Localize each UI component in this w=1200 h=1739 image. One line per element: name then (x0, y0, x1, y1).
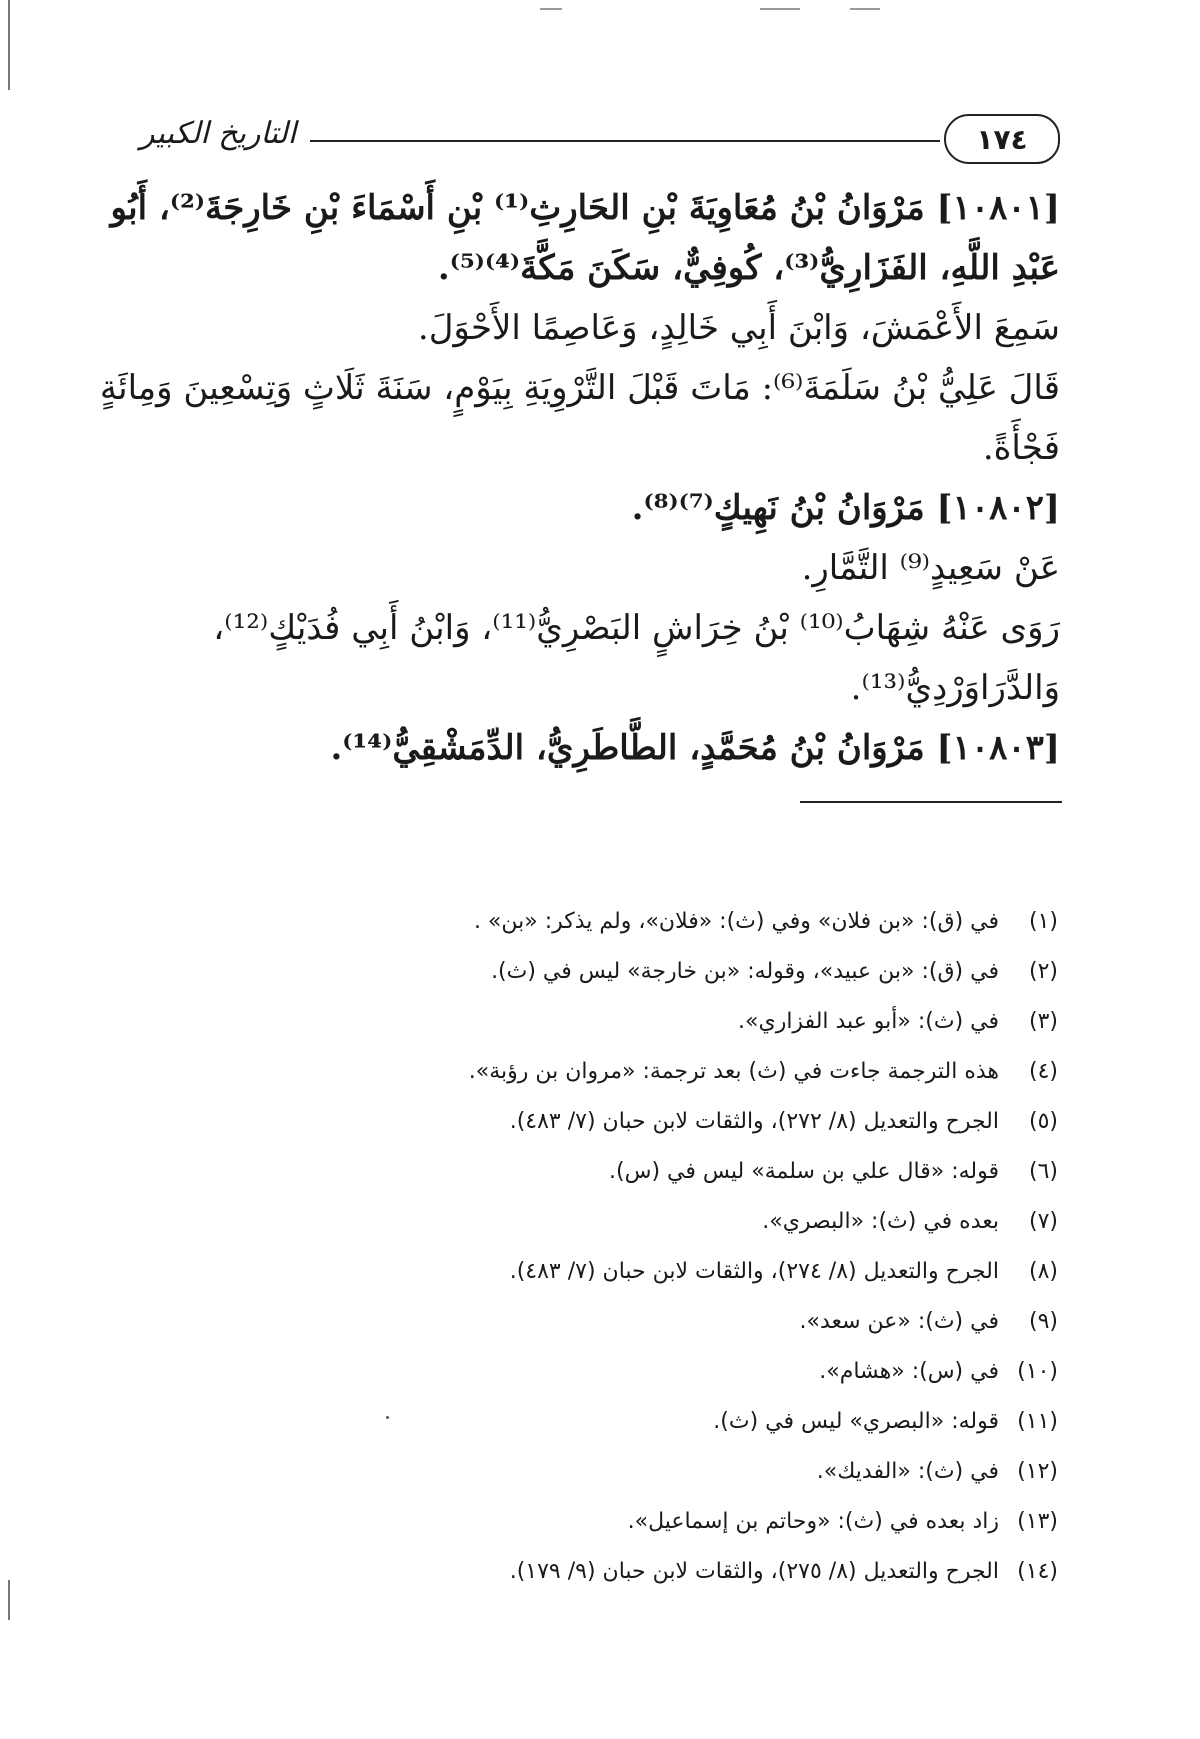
scan-speck (386, 1416, 389, 1419)
text-line: وَالدَّرَاوَرْدِيُّ⁽¹³⁾. (850, 668, 1060, 708)
footnote-text: الجرح والتعديل (٨/ ٢٧٤)، والثقات لابن حبان (٧/ ٤٨٣). (509, 1259, 999, 1284)
footnote-number: (١٠) (1017, 1359, 1058, 1384)
footnote (300, 1297, 1058, 1347)
text-line: سَمِعَ الأَعْمَشَ، وَابْنَ أَبِي خَالِدٍ، وَعَاصِمًا الأَحْوَلَ. (417, 308, 1060, 348)
footnote-number: (٥) (1028, 1109, 1058, 1134)
book-title: التاريخ الكبير (140, 116, 297, 151)
footnote (300, 997, 1058, 1047)
footnote-text: قوله: «قال علي بن سلمة» ليس في (س). (609, 1159, 999, 1184)
footnote-text: قوله: «البصري» ليس في (ث). (713, 1409, 999, 1434)
text-line: رَوَى عَنْهُ شِهَابُ⁽¹⁰⁾ بْنُ خِرَاشٍ البَصْرِيُّ⁽¹¹⁾، وَابْنُ أَبِي فُدَيْكٍ⁽¹²⁾، (213, 608, 1060, 648)
text-line: [١٠٨٠٢] مَرْوَانُ بْنُ نَهِيكٍ⁽⁷⁾⁽⁸⁾. (631, 488, 1060, 528)
footnote-number: (١١) (1017, 1409, 1058, 1434)
footnote (300, 1347, 1058, 1397)
footnote-number: (٧) (1028, 1209, 1058, 1234)
footnote-text: في (ث): «عن سعد». (799, 1309, 999, 1334)
text-line: فَجْأَةً. (982, 428, 1060, 468)
footnotes (300, 897, 1058, 1597)
footnote-text: في (ق): «بن فلان» وفي (ث): «فلان»، ولم يذكر: «بن» . (473, 909, 999, 934)
text-line: عَبْدِ اللَّهِ، الفَزَارِيُّ⁽³⁾، كُوفِيٌّ، سَكَنَ مَكَّةَ⁽⁴⁾⁽⁵⁾. (437, 248, 1060, 288)
footnote (300, 897, 1058, 947)
scan-edge-mark (850, 8, 880, 10)
text-line: [١٠٨٠١] مَرْوَانُ بْنُ مُعَاوِيَةَ بْنِ الحَارِثِ⁽¹⁾ بْنِ أَسْمَاءَ بْنِ خَارِجَةَ⁽²⁾، أَبُو (110, 188, 1060, 228)
footnote (300, 947, 1058, 997)
header-rule (310, 140, 940, 142)
page-number-badge: ١٧٤ (944, 114, 1060, 164)
page-header (140, 112, 1060, 172)
text-line: قَالَ عَلِيُّ بْنُ سَلَمَةَ⁽⁶⁾: مَاتَ قَبْلَ التَّرْوِيَةِ بِيَوْمٍ، سَنَةَ ثَلَاثٍ وَتِسْعِينَ وَمِائَةٍ (99, 368, 1060, 408)
footnote (300, 1447, 1058, 1497)
main-text (99, 178, 1060, 778)
footnote (300, 1097, 1058, 1147)
text-line: عَنْ سَعِيدٍ⁽⁹⁾ التَّمَّارِ. (801, 548, 1060, 588)
footnote (300, 1147, 1058, 1197)
scan-edge-mark (540, 8, 562, 10)
footnote-text: في (س): «هشام». (819, 1359, 999, 1384)
footnote-text: الجرح والتعديل (٨/ ٢٧٥)، والثقات لابن حبان (٩/ ١٧٩). (509, 1559, 999, 1584)
scan-edge-mark (760, 8, 800, 10)
footnote (300, 1497, 1058, 1547)
footnote-text: في (ث): «أبو عبد الفزاري». (738, 1009, 999, 1034)
scan-edge-mark (8, 0, 10, 90)
footnote-number: (٣) (1028, 1009, 1058, 1034)
footnote-number: (١) (1028, 909, 1058, 934)
footnote-number: (١٣) (1017, 1509, 1058, 1534)
footnote-number: (٦) (1028, 1159, 1058, 1184)
footnote-text: بعده في (ث): «البصري». (762, 1209, 999, 1234)
footnote-divider (800, 801, 1062, 803)
footnote-text: زاد بعده في (ث): «وحاتم بن إسماعيل». (627, 1509, 999, 1534)
footnote-text: في (ق): «بن عبيد»، وقوله: «بن خارجة» ليس في (ث). (491, 959, 999, 984)
footnote (300, 1547, 1058, 1597)
footnote (300, 1247, 1058, 1297)
footnote (300, 1197, 1058, 1247)
footnote-number: (٩) (1028, 1309, 1058, 1334)
footnote-text: في (ث): «الفديك». (816, 1459, 999, 1484)
scan-edge-mark (8, 1580, 10, 1620)
footnote-text: الجرح والتعديل (٨/ ٢٧٢)، والثقات لابن حبان (٧/ ٤٨٣). (509, 1109, 999, 1134)
footnote-number: (٢) (1028, 959, 1058, 984)
footnote-text: هذه الترجمة جاءت في (ث) بعد ترجمة: «مروان بن رؤبة». (468, 1059, 999, 1084)
footnote-number: (٤) (1028, 1059, 1058, 1084)
footnote-number: (١٢) (1017, 1459, 1058, 1484)
footnote (300, 1047, 1058, 1097)
footnote-number: (١٤) (1017, 1559, 1058, 1584)
footnote-number: (٨) (1028, 1259, 1058, 1284)
footnote (300, 1397, 1058, 1447)
text-line: [١٠٨٠٣] مَرْوَانُ بْنُ مُحَمَّدٍ، الطَّاطَرِيُّ، الدِّمَشْقِيُّ⁽¹⁴⁾. (330, 728, 1060, 768)
